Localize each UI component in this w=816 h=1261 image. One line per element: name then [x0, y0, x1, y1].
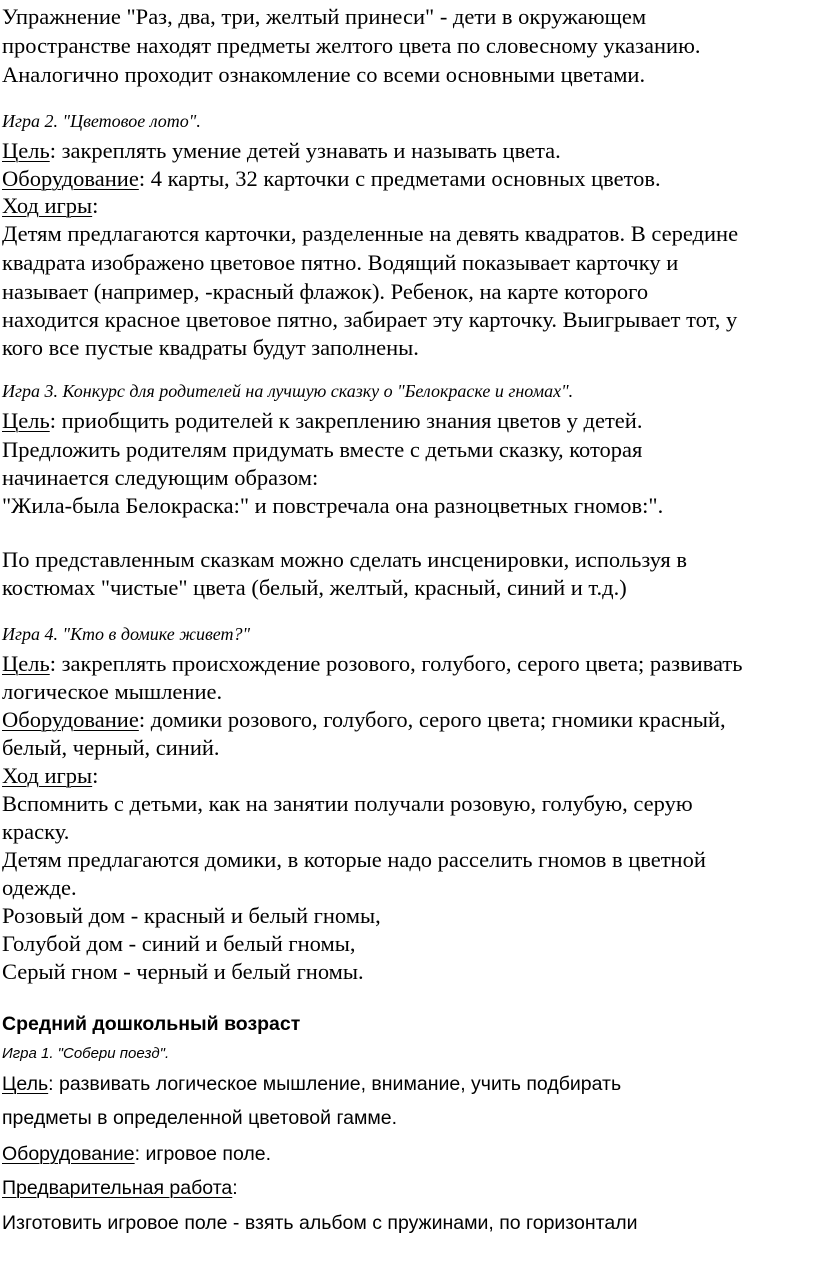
- game2-body-line: квадрата изображено цветовое пятно. Водящий показывает карточку и: [2, 250, 679, 275]
- game2-goal-label: Цель: [2, 138, 50, 163]
- middle-goal-label: Цель: [2, 1073, 49, 1095]
- middle-prep: [2, 1177, 238, 1200]
- game4-equip-label: Оборудование: [2, 707, 139, 732]
- game2-body-line: находится красное цветовое пятно, забирает эту карточку. Выигрывает тот, у: [2, 307, 738, 332]
- game4-equipment: [2, 705, 726, 735]
- game3-goal-label: Цель: [2, 408, 50, 433]
- middle-prep-label: Предварительная работа: [2, 1177, 233, 1199]
- game3-body-line: Предложить родителям придумать вместе с детьми сказку, которая: [2, 437, 643, 462]
- game4-equip-text: : домики розового, голубого, серого цвета; гномики красный,: [138, 707, 726, 732]
- game2-course-colon: :: [92, 193, 99, 218]
- game2-equipment: [2, 164, 661, 194]
- game3-caption: Игра 3. Конкурс для родителей на лучшую сказку о "Белокраске и гномах".: [2, 381, 574, 401]
- middle-equipment: [2, 1143, 271, 1166]
- game2-body-line: Детям предлагаются карточки, разделенные на девять квадратов. В середине: [2, 221, 739, 246]
- game2-body-line: называет (например, -красный флажок). Ребенок, на карте которого: [2, 279, 649, 304]
- middle-prep-colon: :: [232, 1177, 238, 1199]
- game2-course: [2, 191, 98, 221]
- game2-caption: Игра 2. "Цветовое лото".: [2, 111, 201, 131]
- intro-line-2: пространстве находят предметы желтого цвета по словесному указанию.: [2, 33, 701, 58]
- game4-goal-line-2: логическое мышление.: [2, 679, 223, 704]
- game3-goal-text: : приобщить родителей к закреплению знания цветов у детей.: [49, 408, 643, 433]
- game4-course-label: Ход игры: [2, 763, 93, 788]
- game3-goal: [2, 406, 642, 436]
- game2-body-line: кого все пустые квадраты будут заполнены.: [2, 335, 419, 360]
- game4-course: [2, 761, 98, 791]
- game4-body-line: Детям предлагаются домики, в которые надо расселить гномов в цветной: [2, 847, 706, 872]
- middle-goal-line-2: предметы в определенной цветовой гамме.: [2, 1107, 398, 1129]
- game2-goal-text: : закреплять умение детей узнавать и называть цвета.: [49, 138, 561, 163]
- game3-extra-line: По представленным сказкам можно сделать инсценировки, используя в: [2, 547, 688, 572]
- game4-caption: Игра 4. "Кто в домике живет?": [2, 624, 251, 644]
- section-heading: Средний дошкольный возраст: [2, 1013, 301, 1035]
- middle-game1-caption: Игра 1. "Собери поезд".: [2, 1045, 170, 1062]
- game4-goal-text: : закреплять происхождение розового, голубого, серого цвета; развивать: [49, 651, 743, 676]
- game2-goal: [2, 136, 561, 166]
- game2-equip-text: : 4 карты, 32 карточки с предметами основных цветов.: [138, 166, 661, 191]
- game4-body-line: Серый гном - черный и белый гномы.: [2, 959, 364, 984]
- middle-goal: [2, 1073, 621, 1096]
- game4-body-line: Голубой дом - синий и белый гномы,: [2, 931, 356, 956]
- middle-last-line: Изготовить игровое поле - взять альбом с пружинами, по горизонтали: [2, 1212, 638, 1234]
- game4-goal: [2, 649, 742, 679]
- intro-line-1: Упражнение "Раз, два, три, желтый принеси" - дети в окружающем: [2, 4, 647, 29]
- game4-body-line: Розовый дом - красный и белый гномы,: [2, 903, 381, 928]
- game3-body-line: "Жила-была Белокраска:" и повстречала она разноцветных гномов:".: [2, 493, 664, 518]
- game4-body-line: краску.: [2, 819, 70, 844]
- game2-course-label: Ход игры: [2, 193, 93, 218]
- game4-equip-line-2: белый, черный, синий.: [2, 735, 220, 760]
- game4-body-line: Вспомнить с детьми, как на занятии получали розовую, голубую, серую: [2, 791, 693, 816]
- game3-extra-line: костюмах "чистые" цвета (белый, желтый, красный, синий и т.д.): [2, 575, 627, 600]
- game2-equip-label: Оборудование: [2, 166, 139, 191]
- middle-equip-label: Оборудование: [2, 1143, 135, 1165]
- middle-goal-text: : развивать логическое мышление, внимание, учить подбирать: [48, 1073, 622, 1095]
- middle-equip-text: : игровое поле.: [134, 1143, 272, 1165]
- game4-body-line: одежде.: [2, 875, 77, 900]
- intro-line-3: Аналогично проходит ознакомление со всеми основными цветами.: [2, 62, 646, 87]
- game4-goal-label: Цель: [2, 651, 50, 676]
- game4-course-colon: :: [92, 763, 99, 788]
- game3-body-line: начинается следующим образом:: [2, 465, 319, 490]
